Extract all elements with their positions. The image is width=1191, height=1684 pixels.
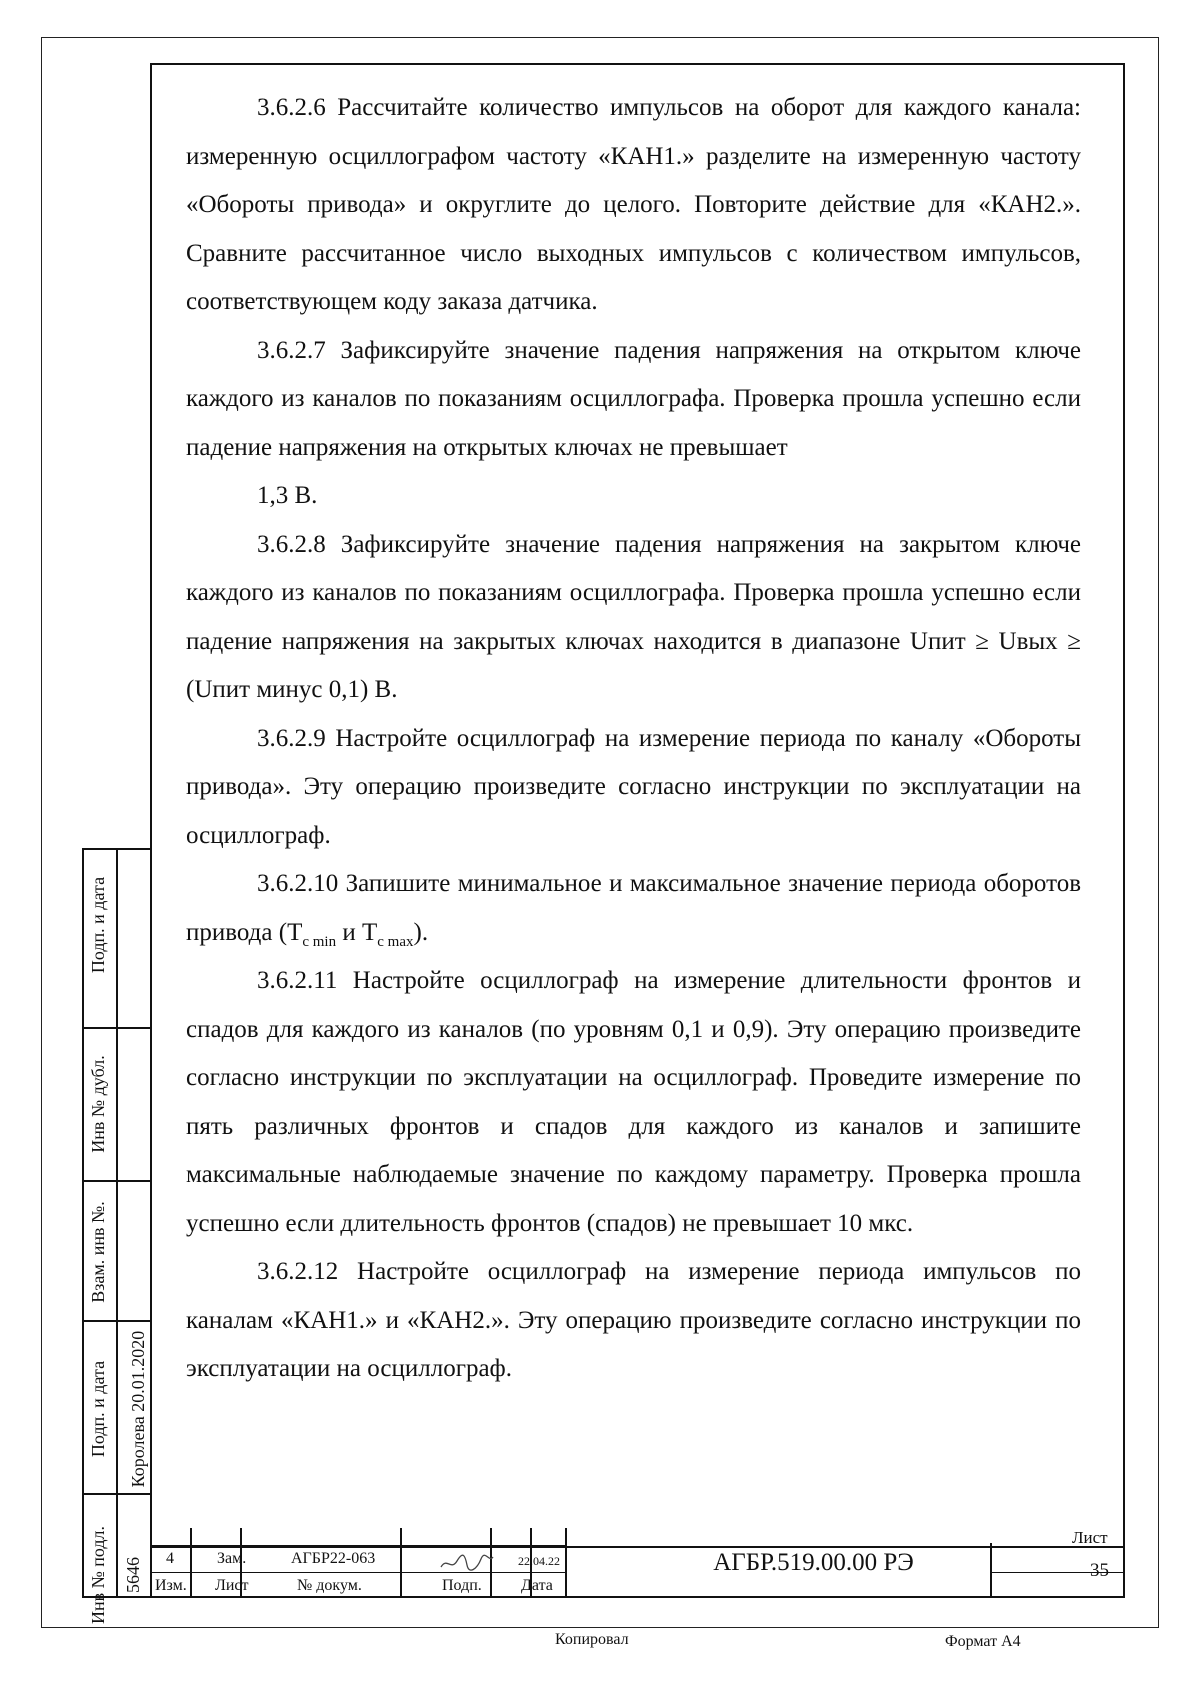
paragraph-voltage-value: 1,3 В. — [257, 482, 318, 509]
tb-sheet-number: 35 — [1090, 1560, 1109, 1581]
paragraph-3-6-2-6: 3.6.2.6 Рассчитайте количество импульсов на оборот для каждого канала: измеренную осциллографом частоту «КАН1.» разделите на измеренную частоту «Обороты привода» и округлите до целого. Повторите действие для «КАН2.». Сравните рассчитанное число выходных импульсов с количеством импульсов, соответствующем коду заказа датчика. — [186, 94, 1081, 315]
side-inv-podl-value: 5646 — [123, 1557, 143, 1593]
tb-h-izm: Изм. — [155, 1577, 187, 1594]
p10-suffix: ). — [413, 918, 429, 946]
tb-dokum-value: АГБР22-063 — [291, 1550, 376, 1567]
p10-t2-sub: c max — [377, 933, 414, 950]
footer-format: Формат А4 — [945, 1633, 1021, 1650]
side-podp-value: Королева 20.01.2020 — [128, 1330, 148, 1488]
side-podp-data-bottom: Подп. и дата — [88, 1360, 108, 1458]
document-body — [186, 84, 1081, 1394]
title-block-top — [150, 1528, 1125, 1548]
signature-image — [437, 1551, 495, 1573]
side-vzam-inv: Взам. инв №. — [88, 1201, 108, 1303]
paragraph-3-6-2-12: 3.6.2.12 Настройте осциллограф на измерение периода импульсов по каналам «КАН1.» и «КАН2.». Эту операцию произведите согласно инструкции по эксплуатации на осциллограф. — [186, 1258, 1081, 1382]
tb-sheet-label: Лист — [1072, 1528, 1108, 1547]
p10-t2: T — [361, 918, 378, 946]
tb-list-value: Зам. — [217, 1550, 247, 1567]
paragraph-3-6-2-8: 3.6.2.8 Зафиксируйте значение падения напряжения на закрытом ключе каждого из каналов по показаниям осциллографа. Проверка прошла успешно если падение напряжения на закрытых ключах находится в диапазоне Uпит ≥ Uвых ≥ (Uпит минус 0,1) В. — [186, 530, 1081, 703]
paragraph-3-6-2-7: 3.6.2.7 Зафиксируйте значение падения напряжения на открытом ключе каждого из каналов по показаниям осциллографа. Проверка прошла успешно если падение напряжения на открытых ключах не превышает — [186, 336, 1081, 461]
tb-h-dokum: № докум. — [297, 1577, 362, 1594]
footer-copied: Копировал — [555, 1631, 629, 1648]
tb-izm-value: 4 — [166, 1550, 174, 1567]
p10-prefix: 3.6.2.10 Запишите минимальное и максимальное значение периода оборотов привода ( — [186, 870, 1081, 946]
document-number: АГБР.519.00.00 РЭ — [713, 1549, 914, 1576]
paragraph-3-6-2-11: 3.6.2.11 Настройте осциллограф на измерение длительности фронтов и спадов для каждого из каналов (по уровням 0,1 и 0,9). Эту операцию произведите согласно инструкции по эксплуатации на осциллограф. Проведите измерение по пять различных фронтов и спадов для каждого из каналов и запишите максимальные наблюдаемые значение по каждому параметру. Проверка прошла успешно если длительность фронтов (спадов) не превышает 10 мкс. — [186, 967, 1081, 1237]
p10-t1-sub: c min — [302, 933, 337, 950]
tb-date-value: 22.04.22 — [518, 1554, 560, 1568]
p10-t1: T — [287, 918, 303, 946]
side-podp-data-top: Подп. и дата — [88, 876, 108, 974]
tb-h-list: Лист — [215, 1577, 249, 1594]
paragraph-3-6-2-9: 3.6.2.9 Настройте осциллограф на измерение периода по каналу «Обороты привода». Эту операцию произведите согласно инструкции по эксплуатации на осциллограф. — [186, 724, 1081, 849]
side-inv-dubl: Инв № дубл. — [88, 1055, 108, 1153]
tb-h-data: Дата — [521, 1577, 553, 1594]
paragraph-3-6-2-10 — [186, 860, 1081, 957]
tb-h-podp: Подп. — [442, 1577, 482, 1594]
p10-mid: и — [336, 918, 362, 946]
side-inv-podl: Инв № подл. — [88, 1525, 108, 1625]
